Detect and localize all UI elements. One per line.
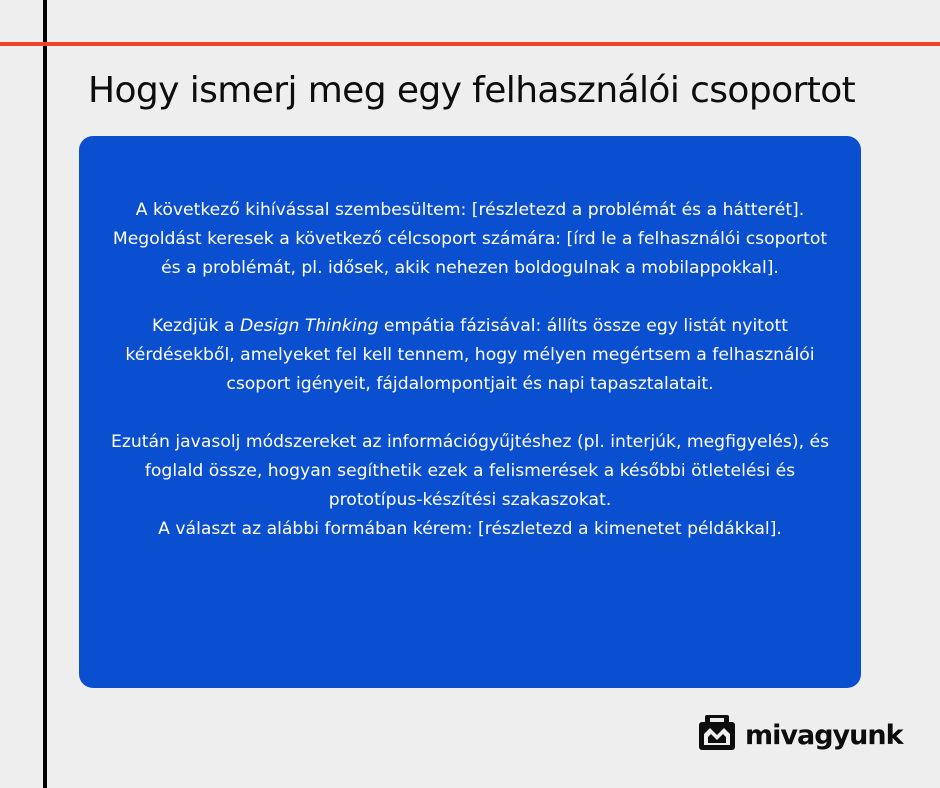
prompt-paragraph-3: Ezután javasolj módszereket az információgyűjtéshez (pl. interjúk, megfigyelés), és foglald össze, hogyan segíthetik ezek a felismerések a későbbi ötletelési és prototípus-készítési szakaszokat. (110, 432, 830, 510)
prompt-paragraph-4: A választ az alábbi formában kérem: [részletezd a kimenetet példákkal]. (158, 519, 782, 539)
prompt-paragraph-2-end: empátia fázisával: állíts össze egy listát nyitott kérdésekből, amelyeket fel kell tennem, hogy mélyen megértsem a felhasználói csoport igényeit, fájdalompontjait és napi tapasztalatait. (125, 316, 815, 394)
brand-logo (697, 712, 917, 762)
brand-wordmark: mivagyunk (745, 720, 903, 751)
vertical-divider-line (43, 0, 47, 788)
horizontal-accent-line (0, 42, 940, 46)
page-title: Hogy ismerj meg egy felhasználói csoportot (88, 70, 856, 111)
prompt-paragraph-2-start: Kezdjük a (152, 316, 241, 336)
prompt-card (79, 136, 861, 688)
prompt-paragraph-1: A következő kihívással szembesültem: [részletezd a problémát és a hátterét]. Megoldást keresek a következő célcsoport számára: [írd le a felhasználói csoportot és a problémát, pl. idősek, akik nehezen boldogulnak a mobilappokkal]. (112, 200, 828, 278)
prompt-text (109, 196, 831, 544)
briefcase-logo-icon (697, 712, 737, 752)
design-thinking-emphasis: Design Thinking (240, 316, 379, 336)
prompt-paragraph-2 (109, 312, 831, 399)
